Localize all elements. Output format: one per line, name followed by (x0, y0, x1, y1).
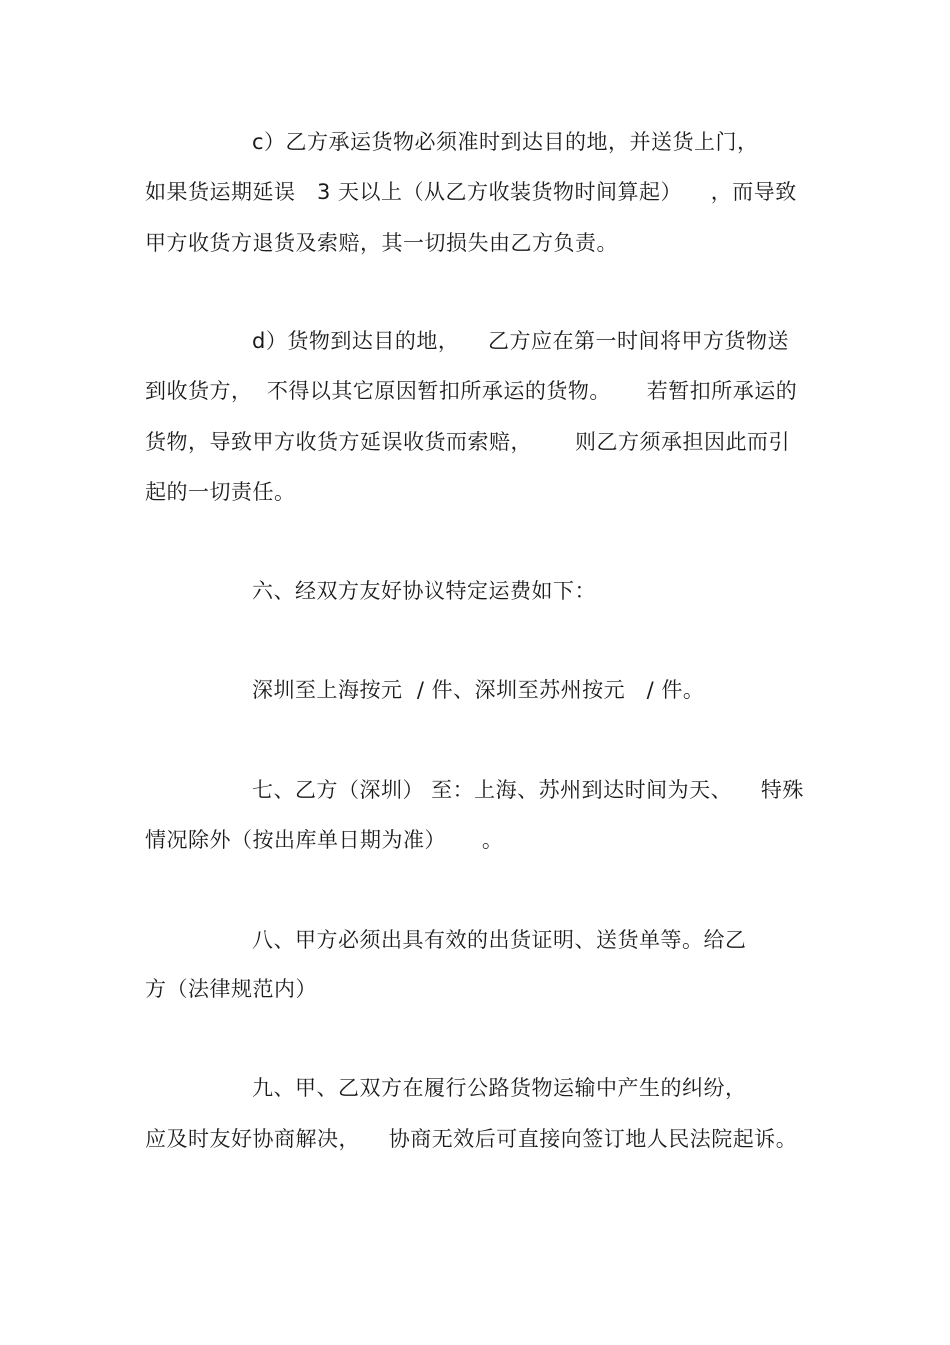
paragraph-c-line-2: 如果货运期延误 3 天以上（从乙方收装货物时间算起） ，而导致 (145, 180, 797, 204)
paragraph-c-line-3: 甲方收货方退货及索赔，其一切损失由乙方负责。 (145, 231, 618, 255)
section-seven-line-1: 七、乙方（深圳） 至：上海、苏州到达时间为天、 特殊 (252, 778, 804, 802)
section-eight-line-1: 八、甲方必须出具有效的出货证明、送货单等。给乙 (252, 928, 747, 952)
paragraph-d-line-3: 货物，导致甲方收货方延误收货而索赔， 则乙方须承担因此而引 (145, 430, 791, 454)
section-seven-line-2: 情况除外（按出库单日期为准） 。 (145, 828, 504, 852)
section-six-heading: 六、经双方友好协议特定运费如下： (252, 579, 596, 603)
freight-rates-line: 深圳至上海按元 / 件、深圳至苏州按元 / 件。 (252, 678, 705, 702)
section-nine-line-2: 应及时友好协商解决， 协商无效后可直接向签订地人民法院起诉。 (145, 1127, 798, 1151)
section-eight-line-2: 方（法律规范内） (145, 977, 317, 1001)
section-nine-line-1: 九、甲、乙双方在履行公路货物运输中产生的纠纷， (252, 1076, 747, 1100)
paragraph-c-line-1: c）乙方承运货物必须准时到达目的地，并送货上门， (252, 130, 759, 154)
paragraph-d-line-2: 到收货方， 不得以其它原因暂扣所承运的货物。 若暂扣所承运的 (145, 379, 798, 403)
paragraph-d-line-4: 起的一切责任。 (145, 480, 296, 504)
paragraph-d-line-1: d）货物到达目的地， 乙方应在第一时间将甲方货物送 (252, 329, 790, 353)
